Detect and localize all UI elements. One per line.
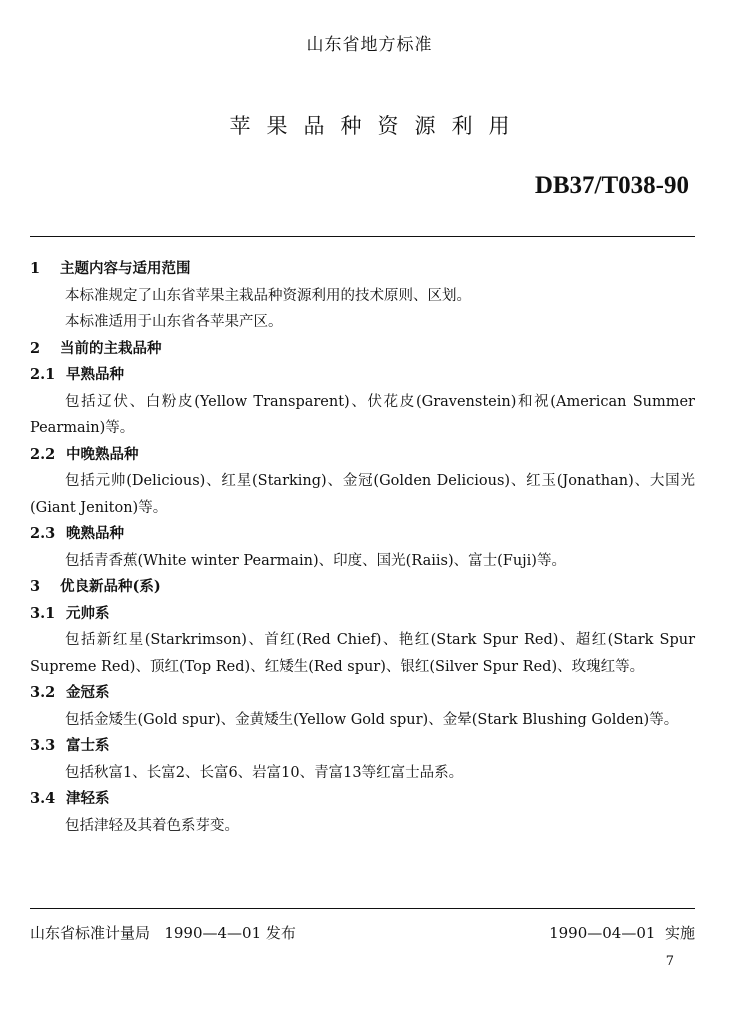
section-heading [30, 680, 695, 707]
section-heading [30, 521, 695, 548]
paragraph: 包括新红星(Starkrimson)、首红(Red Chief)、艳红(Stark Spur Red)、超红(Stark Spur Supreme Red)、顶红(Top Red)、红矮生(Red spur)、银红(Silver Spur Red)、玫瑰红等。 [30, 632, 695, 675]
section-title: 早熟品种 [66, 366, 124, 383]
section-title: 主题内容与适用范围 [60, 260, 191, 277]
document-body [30, 256, 695, 839]
section-title: 中晚熟品种 [66, 445, 139, 463]
paragraph: 包括青香蕉(White winter Pearmain)、印度、国光(Raiis)、富士(Fuji)等。 [65, 552, 566, 569]
section-heading [30, 601, 695, 628]
section-number: 2 [30, 339, 41, 357]
section-title: 富士系 [66, 737, 110, 754]
paragraph: 本标准适用于山东省各苹果产区。 [65, 314, 283, 330]
section-title: 优良新品种(系) [60, 578, 161, 595]
section-number: 1 [30, 260, 41, 277]
section-title: 晚熟品种 [66, 525, 124, 542]
standard-category: 山东省地方标准 [306, 35, 433, 55]
section-heading [30, 786, 695, 813]
section-title: 津轻系 [66, 790, 110, 807]
page-number: 7 [665, 954, 674, 969]
issue-info [30, 922, 296, 943]
section-heading [30, 574, 695, 601]
section-number: 3.4 [30, 790, 56, 807]
section-number: 2.2 [30, 445, 56, 463]
section-number: 3 [30, 578, 41, 595]
paragraph: 包括津轻及其着色系芽变。 [65, 817, 239, 834]
section-heading [30, 362, 695, 389]
section-title: 元帅系 [66, 604, 110, 622]
document-title: 苹果品种资源利用 [229, 114, 526, 138]
header-divider [30, 236, 695, 237]
section-number: 2.3 [30, 525, 56, 542]
implementation-date: 1990—04—01 [549, 924, 656, 942]
section-number: 3.2 [30, 684, 56, 701]
issue-label: 发布 [265, 924, 296, 942]
section-heading [30, 442, 695, 469]
issue-date: 1990—4—01 [164, 924, 262, 942]
implementation-info [549, 922, 695, 943]
paragraph: 包括元帅(Delicious)、红星(Starking)、金冠(Golden Delicious)、红玉(Jonathan)、大国光(Giant Jeniton)等。 [30, 473, 695, 516]
paragraph: 包括秋富1、长富2、长富6、岩富10、青富13等红富士品系。 [65, 764, 464, 781]
implementation-label: 实施 [664, 924, 695, 942]
section-title: 金冠系 [66, 684, 110, 701]
section-heading [30, 733, 695, 760]
paragraph: 本标准规定了山东省苹果主栽品种资源利用的技术原则、区划。 [65, 287, 471, 304]
section-title: 当前的主栽品种 [60, 339, 162, 357]
section-number: 2.1 [30, 366, 56, 383]
section-heading [30, 256, 695, 283]
paragraph: 包括辽伏、白粉皮(Yellow Transparent)、伏花皮(Gravenstein)和祝(American Summer Pearmain)等。 [30, 393, 695, 436]
footer-divider [30, 908, 695, 909]
section-heading [30, 336, 695, 363]
section-number: 3.3 [30, 737, 56, 754]
paragraph: 包括金矮生(Gold spur)、金黄矮生(Yellow Gold spur)、金晕(Stark Blushing Golden)等。 [65, 711, 679, 728]
section-number: 3.1 [30, 604, 56, 622]
standard-code: DB37/T038-90 [534, 172, 689, 199]
issuer-name: 山东省标准计量局 [30, 924, 151, 942]
